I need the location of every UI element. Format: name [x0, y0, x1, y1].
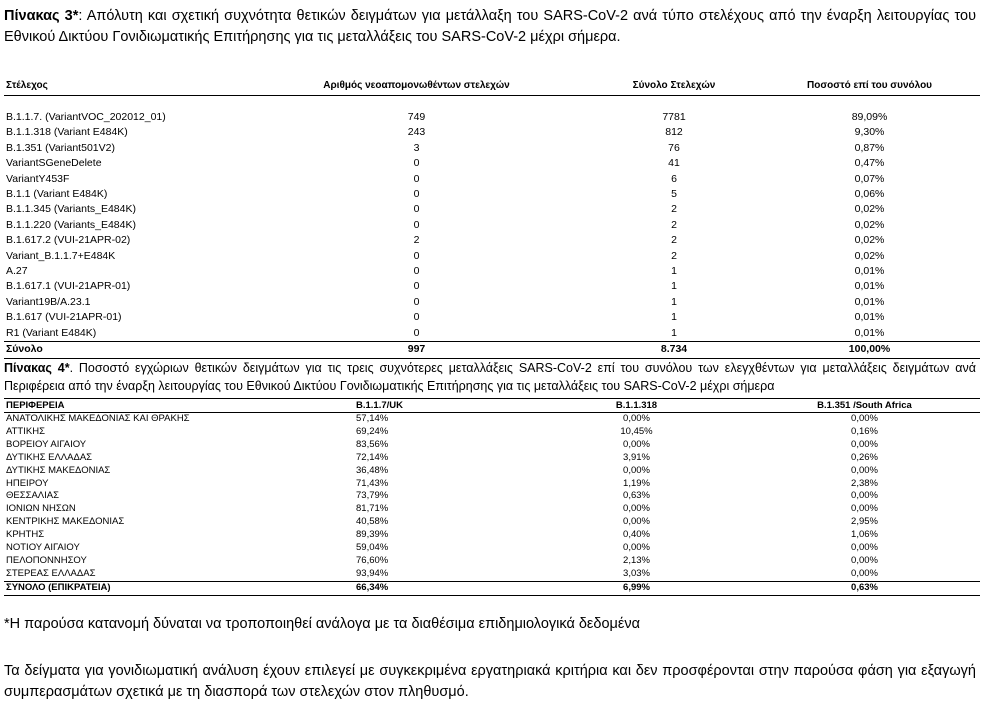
table-row	[4, 478, 980, 491]
table4-caption	[4, 359, 976, 395]
table4-cell-b11318: 3,03%	[623, 567, 650, 579]
table3-cell-new-isolates: 3	[413, 141, 420, 154]
table4-cell-b1351: 2,95%	[851, 516, 878, 528]
table-row	[4, 529, 980, 542]
table3-cell-percentage: 0,01%	[854, 280, 885, 293]
table-row	[4, 172, 980, 187]
table4-cell-b1351: 0,00%	[851, 438, 878, 450]
table-row	[4, 490, 980, 503]
table4-cell-b117: 40,58%	[356, 516, 389, 528]
table3-caption	[4, 6, 976, 48]
table3-total-new-isolates: 997	[244, 342, 589, 358]
table3-total-total-strains: 8.734	[589, 342, 759, 358]
table-row	[4, 326, 980, 342]
table4-cell-b1351: 0,00%	[851, 490, 878, 502]
table3-cell-total-strains: 1	[671, 326, 677, 339]
table3-spacer-row	[4, 96, 980, 111]
table-row	[4, 295, 980, 310]
table3-total-percentage: 100,00%	[759, 342, 980, 358]
table3-cell-strain: B.1.1.318 (Variant E484K)	[6, 126, 128, 139]
table3-total-strain: Σύνολο	[4, 342, 244, 358]
table4-cell-b1351: 1,06%	[851, 529, 878, 541]
table3-cell-percentage: 0,02%	[854, 234, 885, 247]
table3-cell-strain: B.1.617 (VUI-21APR-01)	[6, 311, 122, 324]
table-row	[4, 310, 980, 325]
table-row	[4, 465, 980, 478]
table3-cell-percentage: 0,02%	[854, 203, 885, 216]
variant-frequency-table	[4, 75, 980, 359]
table3-cell-new-isolates: 0	[413, 188, 420, 201]
table-row	[4, 568, 980, 581]
table4-cell-b11318: 3,91%	[623, 451, 650, 463]
table4-cell-region: ΒΟΡΕΙΟΥ ΑΙΓΑΙΟΥ	[6, 438, 87, 450]
table4-cell-region: ΙΟΝΙΩΝ ΝΗΣΩΝ	[6, 503, 76, 515]
table4-cell-b117: 69,24%	[356, 425, 389, 437]
table4-cell-region: ΣΤΕΡΕΑΣ ΕΛΛΑΔΑΣ	[6, 567, 96, 579]
table3-cell-new-isolates: 243	[407, 126, 426, 139]
table3-cell-new-isolates: 2	[413, 234, 420, 247]
table4-cell-b11318: 0,40%	[623, 529, 650, 541]
table4-cell-b11318: 0,63%	[623, 490, 650, 502]
table-row	[4, 426, 980, 439]
table3-cell-strain: VariantY453F	[6, 172, 70, 185]
table3-cell-total-strains: 76	[668, 141, 680, 154]
table3-cell-percentage: 0,87%	[854, 141, 885, 154]
table3-cell-strain: Variant_B.1.1.7+E484K	[6, 249, 116, 262]
table3-cell-percentage: 0,01%	[854, 265, 885, 278]
table3-cell-strain: A.27	[6, 265, 28, 278]
table-row	[4, 264, 980, 279]
table3-cell-total-strains: 2	[671, 203, 677, 216]
table3-cell-total-strains: 1	[671, 280, 677, 293]
table-row	[4, 542, 980, 555]
table3-cell-percentage: 0,06%	[854, 188, 885, 201]
table-row	[4, 439, 980, 452]
table3-cell-total-strains: 2	[671, 218, 677, 231]
table3-cell-new-isolates: 0	[413, 249, 420, 262]
table4-cell-b11318: 0,00%	[623, 503, 650, 515]
table4-cell-region: ΔΥΤΙΚΗΣ ΜΑΚΕΔΟΝΙΑΣ	[6, 464, 111, 476]
table4-header-b11318: B.1.1.318	[524, 399, 749, 413]
table4-total-b11318: 6,99%	[524, 581, 749, 595]
table-row	[4, 141, 980, 156]
table4-cell-b117: 73,79%	[356, 490, 389, 502]
table4-header-b117: B.1.1.7/UK	[354, 399, 524, 413]
table-row	[4, 249, 980, 264]
table-row	[4, 413, 980, 426]
table4-total-b1351: 0,63%	[749, 581, 980, 595]
table-row	[4, 279, 980, 294]
table3-caption-text: : Απόλυτη και σχετική συχνότητα θετικών δειγμάτων για μετάλλαξη του SARS-CoV-2 ανά τύπο στελέχους από την έναρξη λειτουργίας του Εθνικού Δικτύου Γονιδιωματικής Επιτήρησης για τις μεταλλάξεις του SARS-CoV-2 μέχρι σήμερα.	[4, 8, 977, 45]
table4-cell-b1351: 0,00%	[851, 567, 878, 579]
table4-cell-b117: 93,94%	[356, 567, 389, 579]
table3-cell-percentage: 0,01%	[854, 326, 885, 339]
table4-cell-b1351: 0,00%	[851, 464, 878, 476]
table4-cell-region: ΝΟΤΙΟΥ ΑΙΓΑΙΟΥ	[6, 542, 80, 554]
table4-cell-b11318: 1,19%	[623, 477, 650, 489]
table-row	[4, 452, 980, 465]
table3-cell-new-isolates: 0	[413, 203, 420, 216]
table4-cell-b117: 76,60%	[356, 554, 389, 566]
table4-cell-b1351: 0,00%	[851, 554, 878, 566]
table4-cell-region: ΘΕΣΣΑΛΙΑΣ	[6, 490, 60, 502]
table4-cell-b117: 83,56%	[356, 438, 389, 450]
table3-cell-new-isolates: 0	[413, 157, 420, 170]
table3-cell-strain: Variant19B/A.23.1	[6, 295, 91, 308]
table3-cell-percentage: 0,01%	[854, 295, 885, 308]
table4-cell-b117: 72,14%	[356, 451, 389, 463]
table3-header-strain: Στέλεχος	[4, 75, 244, 96]
table3-total-row	[4, 342, 980, 358]
table4-caption-text: . Ποσοστό εγχώριων θετικών δειγμάτων για τις τρεις συχνότερες μεταλλάξεις SARS-CoV-2 επί του συνόλου των ελεγχθέντων για μεταλλάξεις δειγμάτων ανά Περιφέρεια από την έναρξη λειτουργίας του Εθνικού Δικτύου Γονιδιωματικής Επιτήρησης για τις μεταλλάξεις του SARS-CoV-2 μέχρι σήμερα	[4, 361, 976, 393]
table3-cell-percentage: 89,09%	[851, 111, 888, 123]
table4-total-b117: 66,34%	[354, 581, 524, 595]
table4-cell-b1351: 0,00%	[851, 503, 878, 515]
table3-cell-strain: B.1.351 (Variant501V2)	[6, 141, 115, 154]
table3-cell-strain: B.1.617.2 (VUI-21APR-02)	[6, 234, 131, 247]
table4-total-row	[4, 581, 980, 595]
table4-cell-b11318: 0,00%	[623, 464, 650, 476]
table-row	[4, 110, 980, 125]
table4-caption-label: Πίνακας 4*	[4, 361, 70, 375]
table4-cell-region: ΚΡΗΤΗΣ	[6, 529, 45, 541]
table3-header-percentage: Ποσοστό επί του συνόλου	[759, 75, 980, 96]
table3-cell-total-strains: 1	[671, 311, 677, 324]
table4-cell-region: ΠΕΛΟΠΟΝΝΗΣΟΥ	[6, 554, 87, 566]
table3-cell-strain: B.1.617.1 (VUI-21APR-01)	[6, 280, 131, 293]
table3-caption-label: Πίνακας 3*	[4, 8, 79, 24]
table-row	[4, 555, 980, 568]
table4-header-b1351: B.1.351 /South Africa	[749, 399, 980, 413]
table-row	[4, 125, 980, 140]
table3-header-new-isolates: Αριθμός νεοαπομονωθέντων στελεχών	[244, 75, 589, 96]
closing-paragraph: Τα δείγματα για γονιδιωματική ανάλυση έχουν επιλεγεί με συγκεκριμένα εργατηριακά κριτήρια και δεν προσφέρονται στην παρούσα φάση για εξαγωγή συμπερασμάτων σχετικά με τη διασπορά των στελεχών στον πληθυσμό.	[4, 663, 976, 700]
table-row	[4, 218, 980, 233]
table3-cell-percentage: 0,07%	[854, 172, 885, 185]
table3-cell-total-strains: 6	[671, 172, 677, 185]
table3-cell-percentage: 0,02%	[854, 249, 885, 262]
table3-cell-new-isolates: 0	[413, 295, 420, 308]
table4-cell-b117: 59,04%	[356, 542, 389, 554]
table4-cell-b117: 81,71%	[356, 503, 389, 515]
table4-cell-region: ΚΕΝΤΡΙΚΗΣ ΜΑΚΕΔΟΝΙΑΣ	[6, 516, 125, 528]
table4-cell-b117: 71,43%	[356, 477, 389, 489]
table4-header-row	[4, 399, 980, 413]
table4-cell-b117: 36,48%	[356, 464, 389, 476]
table4-total-region: ΣΥΝΟΛΟ (ΕΠΙΚΡΑΤΕΙΑ)	[4, 581, 354, 595]
table3-cell-new-isolates: 0	[413, 326, 420, 339]
table4-cell-b11318: 10,45%	[620, 425, 653, 437]
table4-cell-region: ΑΤΤΙΚΗΣ	[6, 425, 45, 437]
table3-cell-new-isolates: 0	[413, 172, 420, 185]
table3-cell-percentage: 0,01%	[854, 311, 885, 324]
table4-cell-b11318: 0,00%	[623, 413, 650, 424]
table3-cell-total-strains: 2	[671, 249, 677, 262]
regional-percentage-table	[4, 398, 980, 596]
table3-cell-total-strains: 812	[665, 126, 683, 139]
table3-cell-percentage: 0,02%	[854, 218, 885, 231]
table3-cell-strain: B.1.1.220 (Variants_E484K)	[6, 218, 136, 231]
table4-cell-b11318: 0,00%	[623, 542, 650, 554]
table3-cell-strain: B.1.1.7. (VariantVOC_202012_01)	[6, 111, 166, 123]
table4-cell-b11318: 0,00%	[623, 438, 650, 450]
table3-cell-strain: B.1.1.345 (Variants_E484K)	[6, 203, 136, 216]
footnote: *Η παρούσα κατανομή δύναται να τροποποιηθεί ανάλογα με τα διαθέσιμα επιδημιολογικά δεδομένα	[4, 616, 640, 632]
table3-cell-strain: VariantSGeneDelete	[6, 157, 102, 170]
table3-cell-total-strains: 2	[671, 234, 677, 247]
table4-cell-b11318: 0,00%	[623, 516, 650, 528]
table3-cell-new-isolates: 0	[413, 218, 420, 231]
table-row	[4, 187, 980, 202]
table3-cell-percentage: 0,47%	[854, 157, 885, 170]
table-row	[4, 156, 980, 171]
table3-cell-new-isolates: 749	[407, 111, 426, 123]
table-row	[4, 233, 980, 248]
table3-cell-strain: B.1.1 (Variant E484K)	[6, 188, 108, 201]
table3-header-total-strains: Σύνολο Στελεχών	[589, 75, 759, 96]
table4-cell-region: ΔΥΤΙΚΗΣ ΕΛΛΑΔΑΣ	[6, 451, 93, 463]
table-row	[4, 503, 980, 516]
table4-cell-b1351: 0,00%	[851, 542, 878, 554]
table4-cell-b117: 89,39%	[356, 529, 389, 541]
table3-cell-total-strains: 41	[668, 157, 680, 170]
table4-header-region: ΠΕΡΙΦΕΡΕΙΑ	[4, 399, 354, 413]
table4-cell-b117: 57,14%	[356, 413, 389, 424]
table3-cell-new-isolates: 0	[413, 265, 420, 278]
table3-cell-total-strains: 1	[671, 295, 677, 308]
table3-cell-total-strains: 7781	[662, 111, 686, 123]
table4-cell-region: ΗΠΕΙΡΟΥ	[6, 477, 49, 489]
table3-cell-new-isolates: 0	[413, 311, 420, 324]
table4-cell-b11318: 2,13%	[623, 554, 650, 566]
table4-cell-b1351: 0,00%	[851, 413, 878, 424]
table3-cell-strain: R1 (Variant E484K)	[6, 326, 97, 339]
table3-cell-new-isolates: 0	[413, 280, 420, 293]
table3-cell-percentage: 9,30%	[854, 126, 885, 139]
table4-cell-region: ΑΝΑΤΟΛΙΚΗΣ ΜΑΚΕΔΟΝΙΑΣ ΚΑΙ ΘΡΑΚΗΣ	[6, 413, 190, 424]
table4-cell-b1351: 0,16%	[851, 425, 878, 437]
table3-cell-total-strains: 5	[671, 188, 677, 201]
table-row	[4, 202, 980, 217]
table3-cell-total-strains: 1	[671, 265, 677, 278]
table4-cell-b1351: 2,38%	[851, 477, 878, 489]
table-row	[4, 516, 980, 529]
table3-header-row	[4, 75, 980, 96]
table4-cell-b1351: 0,26%	[851, 451, 878, 463]
